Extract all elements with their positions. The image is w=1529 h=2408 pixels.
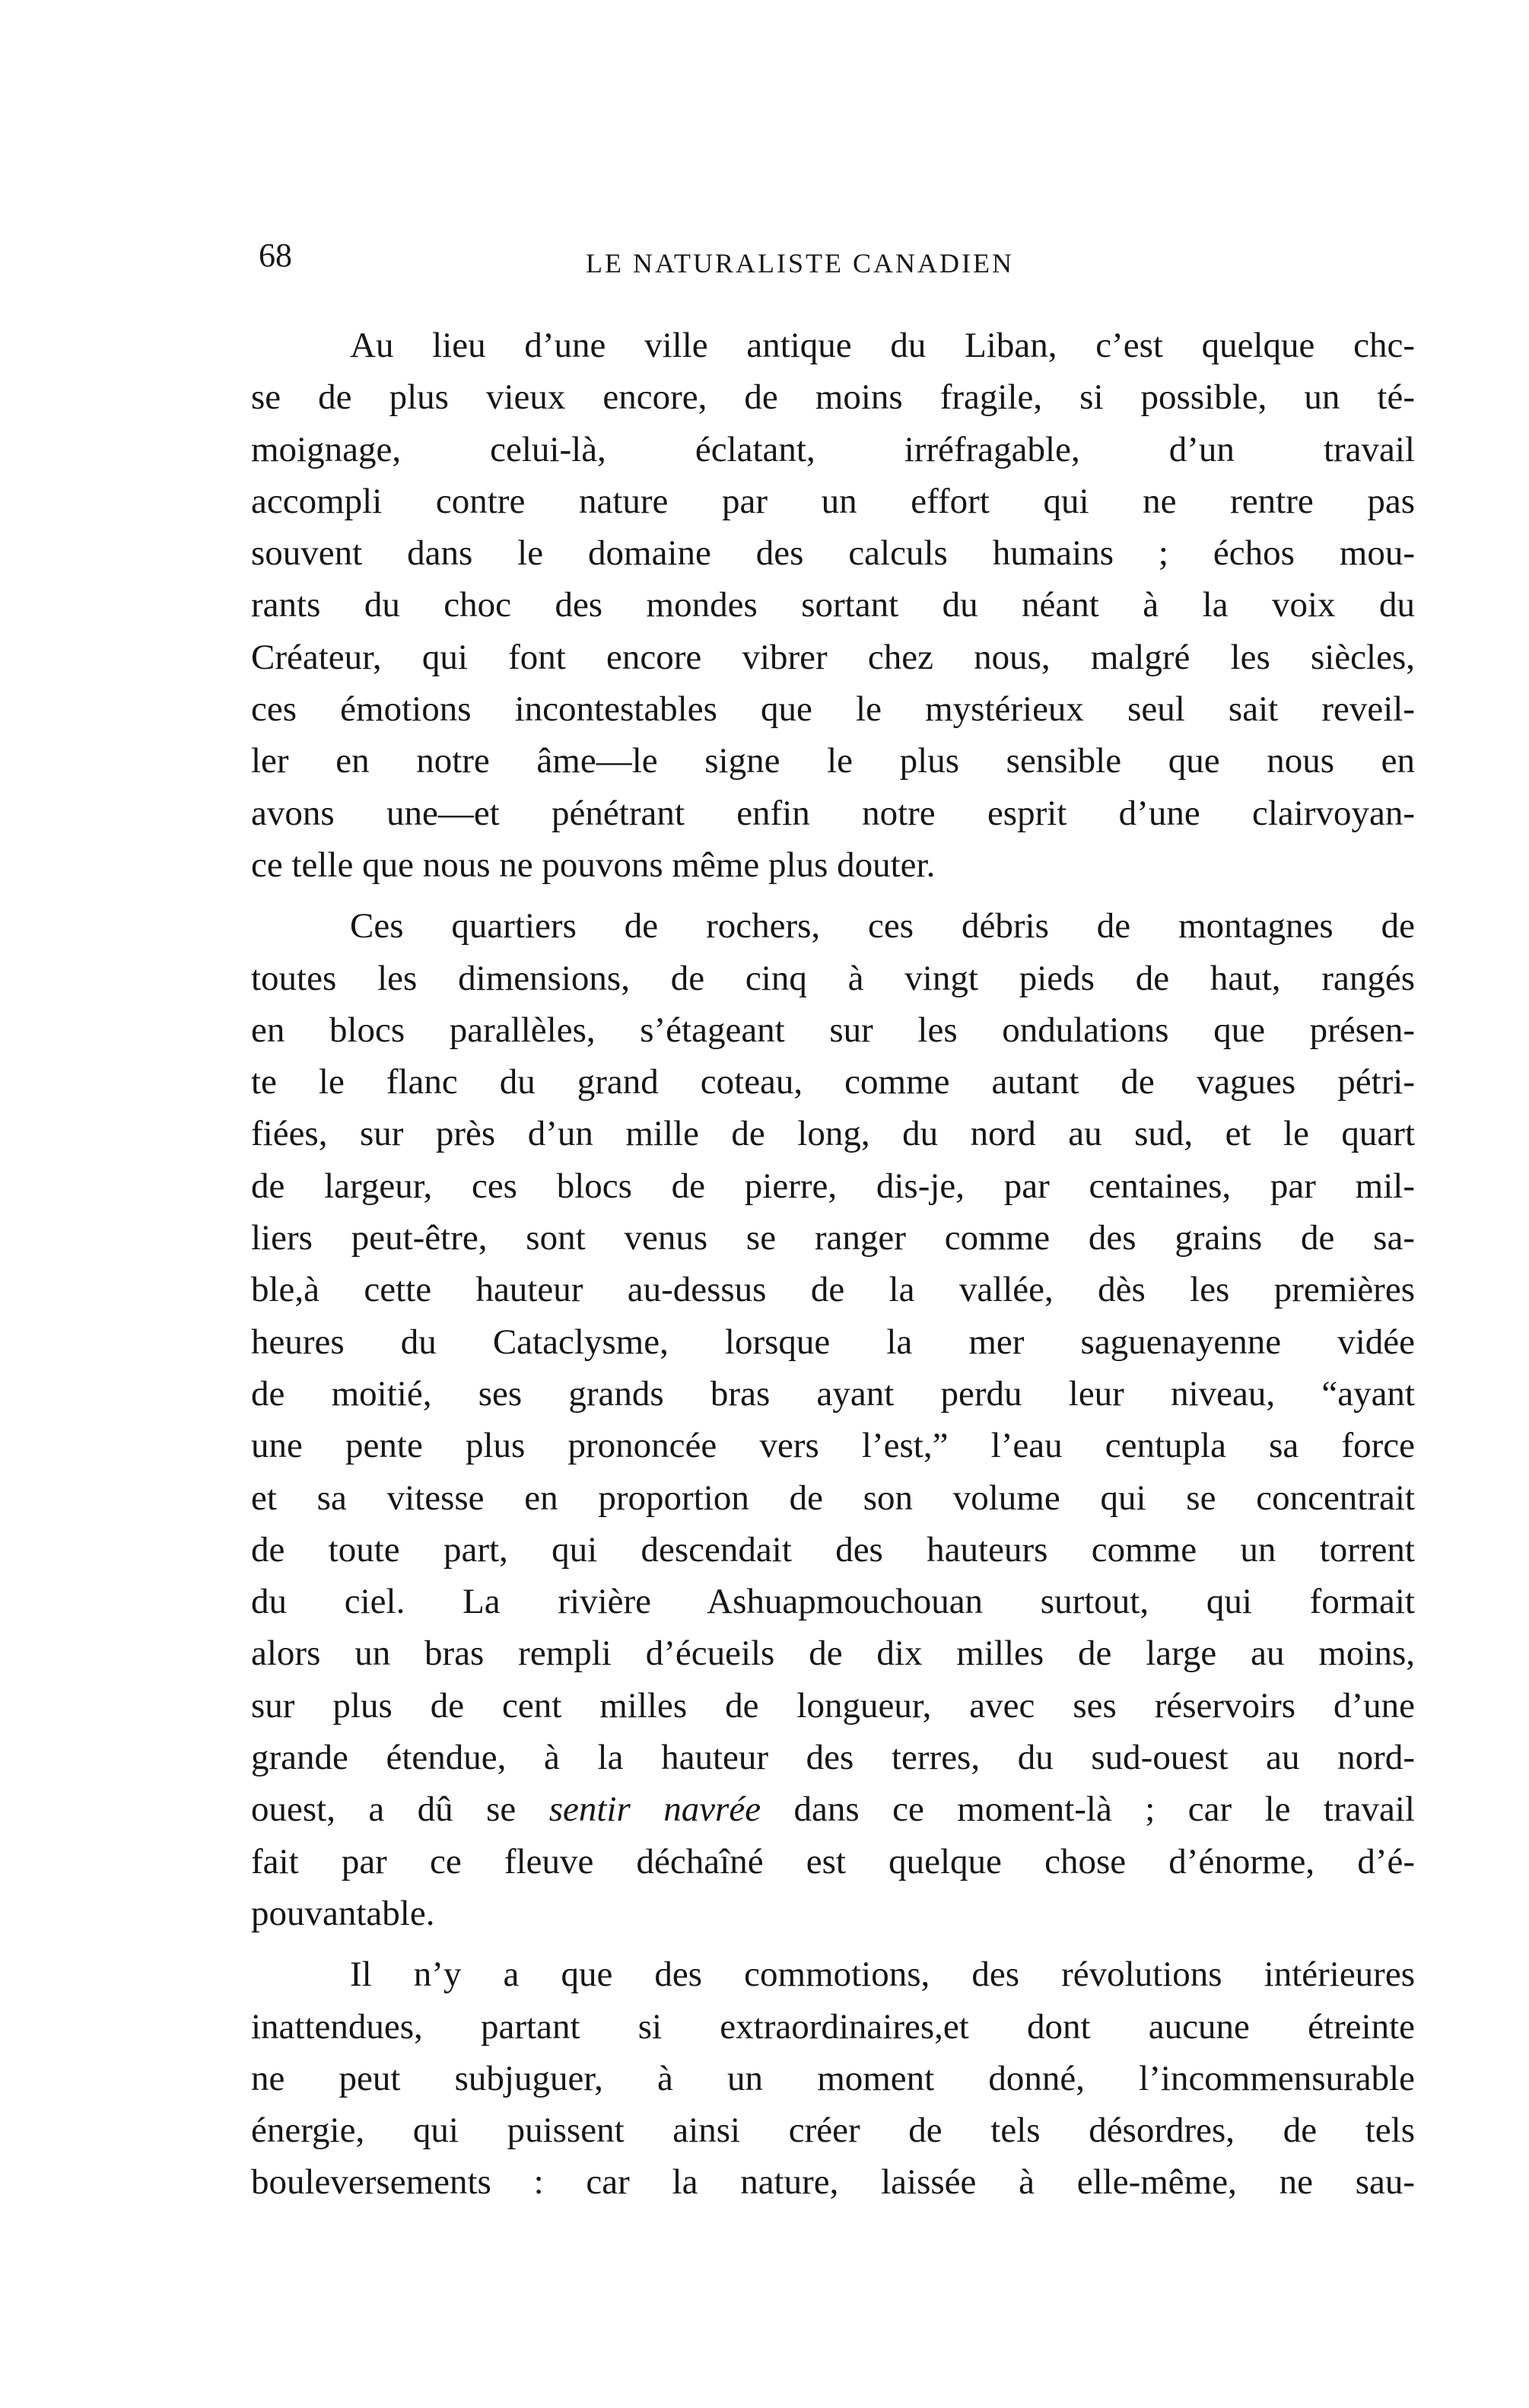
text-line: Il n’y a que des commotions, des révolutions intérieures [350, 1955, 1415, 1995]
page-number: 68 [259, 237, 292, 274]
text-line: de moitié, ses grands bras ayant perdu leur niveau, “ayant [251, 1373, 1415, 1414]
text-line: fiées, sur près d’un mille de long, du nord au sud, et le quart [251, 1114, 1415, 1154]
text-line: ne peut subjuguer, à un moment donné, l’incommensurable [251, 2058, 1415, 2098]
text-line: sur plus de cent milles de longueur, avec ses réservoirs d’une [251, 1685, 1415, 1726]
text-run: ouest, a dû se [251, 1789, 549, 1830]
text-line: fait par ce fleuve déchaîné est quelque chose d’énorme, d’é- [251, 1841, 1415, 1882]
text-line: accompli contre nature par un effort qui ne rentre pas [251, 481, 1415, 521]
text-line: ble,à cette hauteur au-dessus de la vallée, dès les premières [251, 1270, 1415, 1310]
text-line: liers peut-être, sont venus se ranger comme des grains de sa- [251, 1218, 1415, 1258]
text-line: alors un bras rempli d’écueils de dix milles de large au moins, [251, 1633, 1415, 1674]
paragraph-3 [251, 1948, 1415, 2208]
text-line: de toute part, qui descendait des hauteurs comme un torrent [251, 1529, 1415, 1570]
text-line: pouvantable. [251, 1893, 435, 1933]
italic-phrase: sentir navrée [548, 1789, 761, 1830]
text-line: inattendues, partant si extraordinaires,et dont aucune étreinte [251, 2006, 1415, 2047]
running-title: LE NATURALISTE CANADIEN [586, 248, 1014, 278]
text-line: rants du choc des mondes sortant du néant à la voix du [251, 585, 1415, 625]
text-line: Créateur, qui font encore vibrer chez nous, malgré les siècles, [251, 637, 1415, 677]
text-line: et sa vitesse en proportion de son volume qui se concentrait [251, 1478, 1415, 1518]
text-line: ler en notre âme—le signe le plus sensible que nous en [251, 741, 1415, 781]
text-line: de largeur, ces blocs de pierre, dis-je, par centaines, par mil- [251, 1166, 1415, 1206]
text-line: heures du Cataclysme, lorsque la mer saguenayenne vidée [251, 1322, 1415, 1362]
text-line: ce telle que nous ne pouvons même plus douter. [251, 845, 936, 885]
paragraph-1 [251, 320, 1415, 891]
text-line: te le flanc du grand coteau, comme autant de vagues pétri- [251, 1062, 1415, 1102]
text-line: bouleversements : car la nature, laissée à elle-même, ne sau- [251, 2162, 1415, 2203]
text-line: en blocs parallèles, s’étageant sur les ondulations que présen- [251, 1010, 1415, 1050]
text-line: une pente plus prononcée vers l’est,” l’eau centupla sa force [251, 1426, 1415, 1466]
text-line: grande étendue, à la hauteur des terres, du sud-ouest au nord- [251, 1738, 1415, 1778]
paragraph-2 [251, 900, 1415, 1939]
text-run: dans ce moment-là ; car le travail [761, 1789, 1415, 1830]
text-line: se de plus vieux encore, de moins fragile, si possible, un té- [251, 377, 1415, 418]
body-text [251, 320, 1415, 2209]
text-line: moignage, celui-là, éclatant, irréfragable, d’un travail [251, 429, 1415, 469]
text-line: toutes les dimensions, de cinq à vingt pieds de haut, rangés [251, 958, 1415, 998]
text-line: Ces quartiers de rochers, ces débris de montagnes de [350, 906, 1415, 946]
text-line: souvent dans le domaine des calculs humains ; échos mou- [251, 533, 1415, 574]
text-line: du ciel. La rivière Ashuapmouchouan surtout, qui formait [251, 1582, 1415, 1622]
text-line: énergie, qui puissent ainsi créer de tels désordres, de tels [251, 2111, 1415, 2151]
text-line: avons une—et pénétrant enfin notre esprit d’une clairvoyan- [251, 793, 1415, 833]
text-line: Au lieu d’une ville antique du Liban, c’est quelque chc- [350, 326, 1415, 365]
text-line-with-italic [251, 1783, 1415, 1835]
text-line: ces émotions incontestables que le mystérieux seul sait reveil- [251, 689, 1415, 730]
